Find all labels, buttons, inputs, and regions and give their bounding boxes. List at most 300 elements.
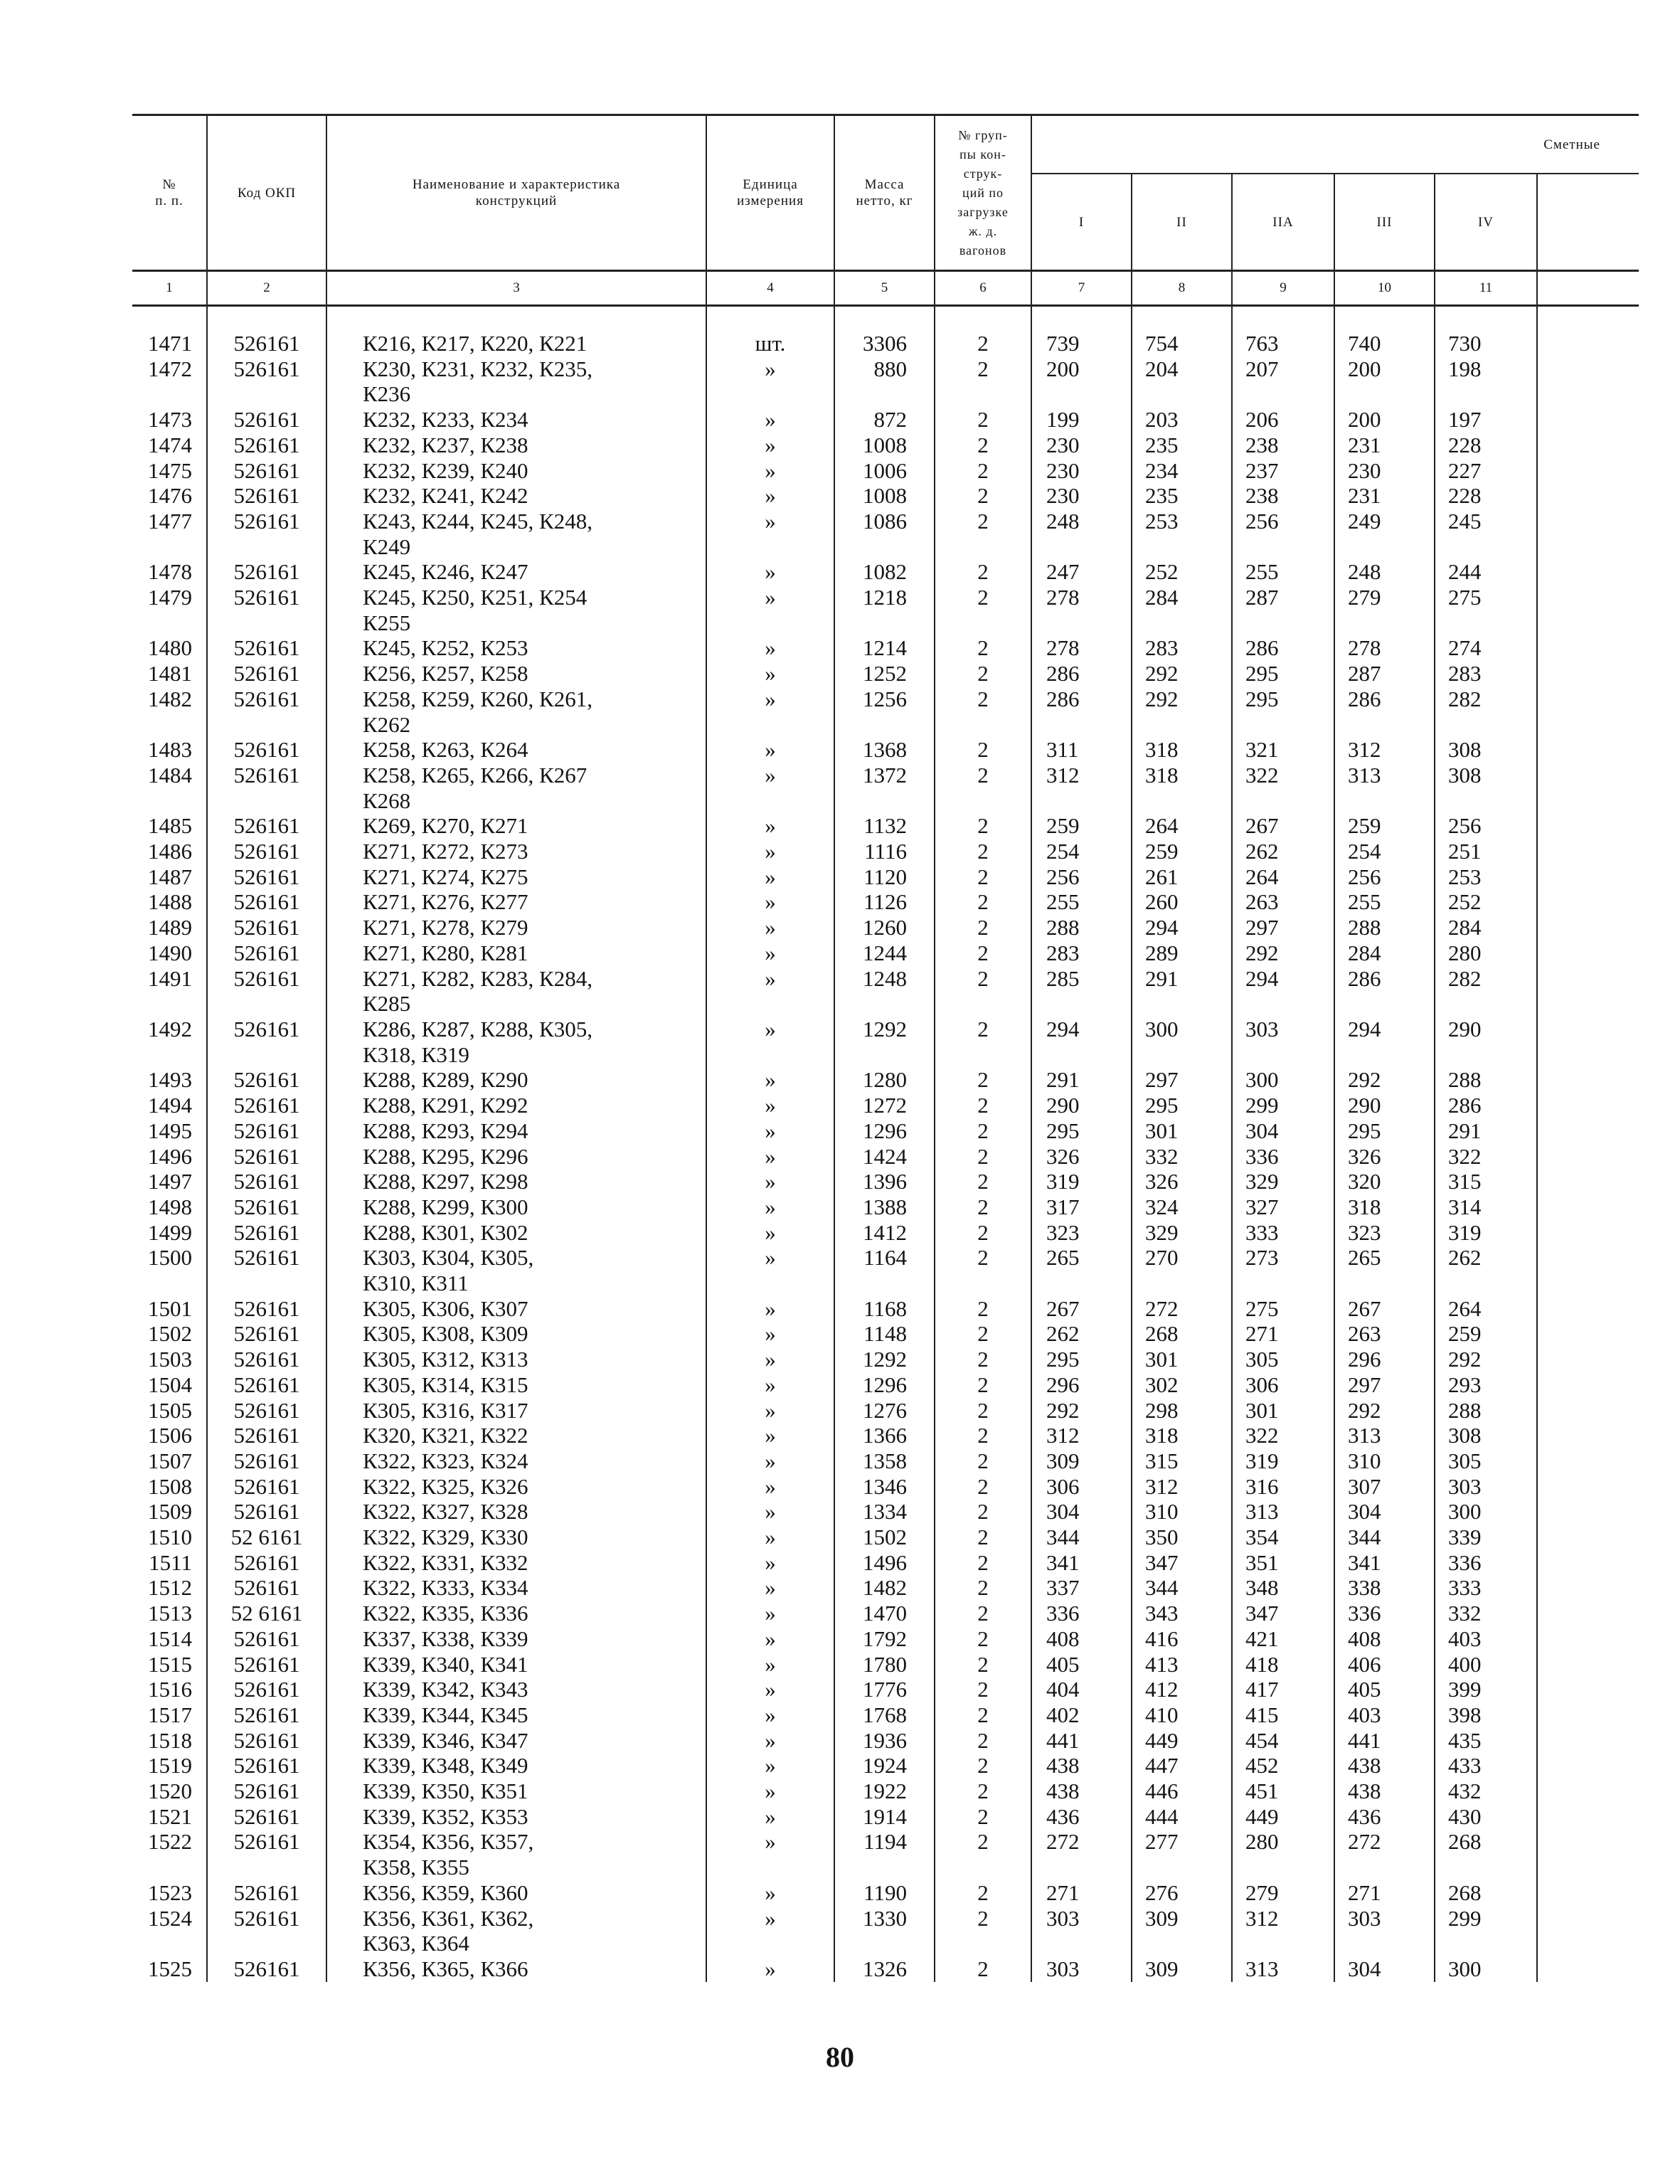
table-row: [132, 737, 1639, 763]
okp-code: 526161: [207, 433, 326, 458]
row-number: 1487: [148, 864, 192, 889]
net-mass: 1244: [834, 940, 935, 966]
table-row: [132, 1956, 1639, 1982]
construction-name: К271, К276, К277: [326, 889, 706, 915]
okp-code: 526161: [207, 635, 326, 661]
price-zone-2: 347: [1132, 1550, 1232, 1576]
price-zone-3: 297: [1334, 1372, 1435, 1398]
row-number: 1482: [148, 686, 192, 711]
row-number: 1506: [148, 1423, 192, 1448]
table-row: [132, 813, 1639, 839]
price-zone-4: 245: [1435, 509, 1537, 559]
okp-code: 526161: [207, 1245, 326, 1295]
price-zone-1: 247: [1031, 559, 1132, 585]
row-number: 1502: [148, 1321, 192, 1347]
price-zone-1: 317: [1031, 1194, 1132, 1220]
okp-code: 526161: [207, 1804, 326, 1830]
col-number: 10: [1334, 271, 1435, 306]
okp-code: 526161: [207, 1093, 326, 1118]
price-zone-1: 309: [1031, 1448, 1132, 1474]
header-group: № груп- пы кон- струк- ций по загрузке ж. д. вагонов: [935, 115, 1031, 271]
row-number: 1494: [148, 1093, 192, 1118]
price-zone-2: 312: [1132, 1474, 1232, 1500]
price-zone-3: 405: [1334, 1677, 1435, 1702]
price-zone-1: 285: [1031, 966, 1132, 1017]
loading-group: 2: [935, 864, 1031, 890]
price-zone-extra: [1537, 1245, 1639, 1295]
price-zone-4: 253: [1435, 864, 1537, 890]
price-zone-4: 399: [1435, 1677, 1537, 1702]
loading-group: 2: [935, 940, 1031, 966]
price-zone-1: 344: [1031, 1525, 1132, 1550]
price-zone-2: 416: [1132, 1626, 1232, 1652]
price-zone-1: 326: [1031, 1144, 1132, 1170]
table-row: [132, 1017, 1639, 1067]
price-zone-4: 244: [1435, 559, 1537, 585]
price-zone-1: 278: [1031, 585, 1132, 635]
price-zone-4: 274: [1435, 635, 1537, 661]
price-zone-1: 283: [1031, 940, 1132, 966]
price-zone-1: 254: [1031, 839, 1132, 864]
price-zone-2a: 333: [1232, 1220, 1334, 1246]
row-number: 1498: [148, 1194, 192, 1219]
price-zone-2a: 280: [1232, 1829, 1334, 1880]
price-zone-2: 350: [1132, 1525, 1232, 1550]
okp-code: 526161: [207, 1575, 326, 1601]
col-number: 8: [1132, 271, 1232, 306]
unit-of-measure: »: [706, 356, 834, 407]
okp-code: 526161: [207, 331, 326, 356]
loading-group: 2: [935, 1575, 1031, 1601]
price-zone-2a: 271: [1232, 1321, 1334, 1347]
loading-group: 2: [935, 1423, 1031, 1448]
construction-name: К322, К325, К326: [326, 1474, 706, 1500]
price-zone-3: 408: [1334, 1626, 1435, 1652]
price-zone-4: 251: [1435, 839, 1537, 864]
net-mass: 1482: [834, 1575, 935, 1601]
loading-group: 2: [935, 407, 1031, 433]
price-zone-3: 292: [1334, 1067, 1435, 1093]
price-zone-2: 234: [1132, 458, 1232, 484]
price-zone-3: 286: [1334, 966, 1435, 1017]
price-zone-2: 446: [1132, 1779, 1232, 1804]
price-zone-2a: 294: [1232, 966, 1334, 1017]
header-zone-2a: IIA: [1232, 174, 1334, 271]
price-zone-1: 295: [1031, 1347, 1132, 1372]
net-mass: 1280: [834, 1067, 935, 1093]
row-number: 1523: [148, 1880, 192, 1905]
net-mass: 1768: [834, 1702, 935, 1728]
row-number: 1515: [148, 1651, 192, 1677]
row-number: 1483: [148, 737, 192, 763]
loading-group: 2: [935, 1144, 1031, 1170]
price-zone-extra: [1537, 1093, 1639, 1118]
price-zone-4: 282: [1435, 687, 1537, 737]
net-mass: 1260: [834, 915, 935, 940]
unit-of-measure: »: [706, 1525, 834, 1550]
row-number: 1496: [148, 1143, 192, 1169]
price-zone-2: 449: [1132, 1728, 1232, 1754]
header-zone-extra: [1537, 174, 1639, 271]
price-zone-2: 302: [1132, 1372, 1232, 1398]
price-zone-3: 292: [1334, 1398, 1435, 1424]
loading-group: 2: [935, 483, 1031, 509]
price-zone-2a: 304: [1232, 1118, 1334, 1144]
unit-of-measure: »: [706, 1448, 834, 1474]
construction-name: К271, К272, К273: [326, 839, 706, 864]
price-zone-4: 268: [1435, 1880, 1537, 1906]
price-zone-4: 430: [1435, 1804, 1537, 1830]
price-zone-1: 405: [1031, 1652, 1132, 1677]
row-number: 1485: [148, 813, 192, 839]
loading-group: 2: [935, 839, 1031, 864]
price-zone-extra: [1537, 1728, 1639, 1754]
loading-group: 2: [935, 1169, 1031, 1194]
net-mass: 872: [834, 407, 935, 433]
price-zone-1: 265: [1031, 1245, 1132, 1295]
price-zone-3: 255: [1334, 889, 1435, 915]
col-number: 3: [326, 271, 706, 306]
price-zone-3: 438: [1334, 1779, 1435, 1804]
loading-group: 2: [935, 331, 1031, 356]
price-zone-2: 235: [1132, 433, 1232, 458]
unit-of-measure: »: [706, 1956, 834, 1982]
net-mass: 1116: [834, 839, 935, 864]
loading-group: 2: [935, 1956, 1031, 1982]
net-mass: 1292: [834, 1347, 935, 1372]
price-zone-1: 292: [1031, 1398, 1132, 1424]
price-zone-2a: 297: [1232, 915, 1334, 940]
price-zone-2: 318: [1132, 1423, 1232, 1448]
price-zone-2: 283: [1132, 635, 1232, 661]
price-zone-2: 318: [1132, 763, 1232, 813]
price-zone-1: 259: [1031, 813, 1132, 839]
net-mass: 1082: [834, 559, 935, 585]
price-zone-2a: 306: [1232, 1372, 1334, 1398]
price-zone-4: 268: [1435, 1829, 1537, 1880]
price-zone-1: 230: [1031, 433, 1132, 458]
price-zone-2a: 348: [1232, 1575, 1334, 1601]
price-zone-4: 264: [1435, 1296, 1537, 1322]
row-number: 1472: [148, 356, 192, 381]
unit-of-measure: »: [706, 1652, 834, 1677]
table-row: [132, 1296, 1639, 1322]
row-number: 1510: [148, 1525, 192, 1550]
construction-name: К339, К346, К347: [326, 1728, 706, 1754]
price-zone-2a: 417: [1232, 1677, 1334, 1702]
unit-of-measure: »: [706, 509, 834, 559]
okp-code: 526161: [207, 1880, 326, 1906]
price-zone-3: 740: [1334, 331, 1435, 356]
net-mass: 1366: [834, 1423, 935, 1448]
loading-group: 2: [935, 1601, 1031, 1626]
col-number: 7: [1031, 271, 1132, 306]
price-zone-2: 412: [1132, 1677, 1232, 1702]
price-zone-2: 268: [1132, 1321, 1232, 1347]
price-zone-3: 249: [1334, 509, 1435, 559]
unit-of-measure: »: [706, 458, 834, 484]
price-zone-extra: [1537, 407, 1639, 433]
table-row: [132, 1575, 1639, 1601]
price-zone-extra: [1537, 1753, 1639, 1779]
net-mass: 1256: [834, 687, 935, 737]
price-zone-4: 283: [1435, 661, 1537, 687]
unit-of-measure: »: [706, 1626, 834, 1652]
price-zone-2a: 206: [1232, 407, 1334, 433]
price-zone-extra: [1537, 433, 1639, 458]
price-zone-1: 262: [1031, 1321, 1132, 1347]
construction-name: К256, К257, К258: [326, 661, 706, 687]
price-zone-2: 310: [1132, 1499, 1232, 1525]
net-mass: 880: [834, 356, 935, 407]
table-row: [132, 687, 1639, 737]
table-row: [132, 1093, 1639, 1118]
row-number: 1488: [148, 889, 192, 915]
price-zone-3: 263: [1334, 1321, 1435, 1347]
price-zone-2a: 415: [1232, 1702, 1334, 1728]
price-zone-1: 286: [1031, 661, 1132, 687]
unit-of-measure: »: [706, 1321, 834, 1347]
construction-name: К305, К312, К313: [326, 1347, 706, 1372]
table-row: [132, 763, 1639, 813]
price-zone-3: 326: [1334, 1144, 1435, 1170]
construction-name: К356, К359, К360: [326, 1880, 706, 1906]
net-mass: 1120: [834, 864, 935, 890]
price-zone-1: 230: [1031, 483, 1132, 509]
net-mass: 1296: [834, 1118, 935, 1144]
price-zone-1: 288: [1031, 915, 1132, 940]
loading-group: 2: [935, 966, 1031, 1017]
price-zone-1: 312: [1031, 1423, 1132, 1448]
price-zone-2a: 287: [1232, 585, 1334, 635]
okp-code: 526161: [207, 483, 326, 509]
price-zone-3: 231: [1334, 483, 1435, 509]
price-zone-2a: 238: [1232, 433, 1334, 458]
construction-name: К322, К323, К324: [326, 1448, 706, 1474]
unit-of-measure: »: [706, 1702, 834, 1728]
net-mass: 1086: [834, 509, 935, 559]
construction-name: К322, К331, К332: [326, 1550, 706, 1576]
price-zone-2: 261: [1132, 864, 1232, 890]
price-zone-4: 299: [1435, 1906, 1537, 1956]
header-zone-2: II: [1132, 174, 1232, 271]
net-mass: 1388: [834, 1194, 935, 1220]
price-zone-extra: [1537, 1296, 1639, 1322]
price-zone-3: 441: [1334, 1728, 1435, 1754]
unit-of-measure: »: [706, 1550, 834, 1576]
unit-of-measure: »: [706, 1474, 834, 1500]
unit-of-measure: »: [706, 1296, 834, 1322]
price-zone-1: 312: [1031, 763, 1132, 813]
price-zone-extra: [1537, 331, 1639, 356]
price-zone-2: 260: [1132, 889, 1232, 915]
price-zone-1: 272: [1031, 1829, 1132, 1880]
loading-group: 2: [935, 889, 1031, 915]
price-zone-extra: [1537, 458, 1639, 484]
row-number: 1500: [148, 1245, 192, 1271]
price-zone-1: 248: [1031, 509, 1132, 559]
price-zone-1: 319: [1031, 1169, 1132, 1194]
price-zone-3: 438: [1334, 1753, 1435, 1779]
okp-code: 526161: [207, 1398, 326, 1424]
okp-code: 526161: [207, 1423, 326, 1448]
net-mass: 1496: [834, 1550, 935, 1576]
net-mass: 1334: [834, 1499, 935, 1525]
okp-code: 526161: [207, 1194, 326, 1220]
price-zone-3: 303: [1334, 1906, 1435, 1956]
price-zone-1: 278: [1031, 635, 1132, 661]
price-zone-2a: 275: [1232, 1296, 1334, 1322]
price-zone-extra: [1537, 1702, 1639, 1728]
price-zone-4: 730: [1435, 331, 1537, 356]
construction-name: К232, К233, К234: [326, 407, 706, 433]
price-zone-3: 265: [1334, 1245, 1435, 1295]
loading-group: 2: [935, 509, 1031, 559]
price-zone-1: 341: [1031, 1550, 1132, 1576]
loading-group: 2: [935, 1067, 1031, 1093]
construction-name: К232, К239, К240: [326, 458, 706, 484]
price-zone-4: 290: [1435, 1017, 1537, 1067]
construction-name: К339, К342, К343: [326, 1677, 706, 1702]
price-zone-4: 305: [1435, 1448, 1537, 1474]
price-zone-2: 270: [1132, 1245, 1232, 1295]
row-number: 1514: [148, 1626, 192, 1651]
price-zone-1: 291: [1031, 1067, 1132, 1093]
construction-name: К288, К301, К302: [326, 1220, 706, 1246]
construction-name: К305, К308, К309: [326, 1321, 706, 1347]
construction-name: К288, К293, К294: [326, 1118, 706, 1144]
construction-name: К356, К365, К366: [326, 1956, 706, 1982]
loading-group: 2: [935, 559, 1031, 585]
price-zone-2a: 336: [1232, 1144, 1334, 1170]
price-zone-3: 403: [1334, 1702, 1435, 1728]
price-zone-extra: [1537, 1474, 1639, 1500]
table-row: [132, 1525, 1639, 1550]
okp-code: 526161: [207, 1321, 326, 1347]
price-zone-4: 284: [1435, 915, 1537, 940]
price-zone-3: 248: [1334, 559, 1435, 585]
price-zone-2: 410: [1132, 1702, 1232, 1728]
price-zone-extra: [1537, 1220, 1639, 1246]
price-zone-extra: [1537, 1804, 1639, 1830]
price-zone-4: 293: [1435, 1372, 1537, 1398]
price-zone-2a: 322: [1232, 1423, 1334, 1448]
okp-code: 526161: [207, 889, 326, 915]
price-zone-3: 272: [1334, 1829, 1435, 1880]
loading-group: 2: [935, 1626, 1031, 1652]
price-zone-2a: 312: [1232, 1906, 1334, 1956]
construction-name: К354, К356, К357, К358, К355: [326, 1829, 706, 1880]
unit-of-measure: »: [706, 1169, 834, 1194]
loading-group: 2: [935, 1753, 1031, 1779]
price-zone-extra: [1537, 1372, 1639, 1398]
construction-name: К232, К237, К238: [326, 433, 706, 458]
row-number: 1518: [148, 1727, 192, 1753]
net-mass: 1780: [834, 1652, 935, 1677]
row-number: 1490: [148, 940, 192, 965]
net-mass: 1276: [834, 1398, 935, 1424]
row-number: 1486: [148, 839, 192, 864]
net-mass: 1272: [834, 1093, 935, 1118]
price-zone-1: 306: [1031, 1474, 1132, 1500]
construction-name: К271, К278, К279: [326, 915, 706, 940]
okp-code: 526161: [207, 1474, 326, 1500]
loading-group: 2: [935, 687, 1031, 737]
price-zone-2: 444: [1132, 1804, 1232, 1830]
price-zone-4: 339: [1435, 1525, 1537, 1550]
loading-group: 2: [935, 1347, 1031, 1372]
okp-code: 526161: [207, 940, 326, 966]
price-zone-extra: [1537, 635, 1639, 661]
price-zone-2a: 303: [1232, 1017, 1334, 1067]
price-zone-extra: [1537, 1448, 1639, 1474]
price-zone-4: 198: [1435, 356, 1537, 407]
loading-group: 2: [935, 1093, 1031, 1118]
table-row: [132, 1169, 1639, 1194]
price-zone-3: 271: [1334, 1880, 1435, 1906]
net-mass: 1132: [834, 813, 935, 839]
price-zone-2a: 267: [1232, 813, 1334, 839]
okp-code: 526161: [207, 966, 326, 1017]
okp-code: 526161: [207, 585, 326, 635]
okp-code: 52 6161: [207, 1525, 326, 1550]
unit-of-measure: »: [706, 687, 834, 737]
price-zone-extra: [1537, 940, 1639, 966]
price-zone-extra: [1537, 1067, 1639, 1093]
price-zone-extra: [1537, 1829, 1639, 1880]
price-zone-2: 284: [1132, 585, 1232, 635]
okp-code: 526161: [207, 1347, 326, 1372]
price-zone-2: 315: [1132, 1448, 1232, 1474]
net-mass: 1424: [834, 1144, 935, 1170]
net-mass: 1164: [834, 1245, 935, 1295]
construction-name: К232, К241, К242: [326, 483, 706, 509]
okp-code: 526161: [207, 1296, 326, 1322]
price-zone-extra: [1537, 1499, 1639, 1525]
price-zone-4: 291: [1435, 1118, 1537, 1144]
header-unit: Единица измерения: [706, 115, 834, 271]
price-zone-extra: [1537, 483, 1639, 509]
col-number: 2: [207, 271, 326, 306]
price-zone-4: 400: [1435, 1652, 1537, 1677]
table-row: [132, 1652, 1639, 1677]
price-zone-extra: [1537, 1321, 1639, 1347]
table-row: [132, 1194, 1639, 1220]
price-zone-3: 406: [1334, 1652, 1435, 1677]
row-number: 1493: [148, 1067, 192, 1093]
loading-group: 2: [935, 1398, 1031, 1424]
okp-code: 526161: [207, 1753, 326, 1779]
table-row: [132, 356, 1639, 407]
table-row: [132, 1702, 1639, 1728]
price-zone-3: 287: [1334, 661, 1435, 687]
row-number: 1489: [148, 915, 192, 940]
loading-group: 2: [935, 1220, 1031, 1246]
loading-group: 2: [935, 1245, 1031, 1295]
loading-group: 2: [935, 915, 1031, 940]
loading-group: 2: [935, 1448, 1031, 1474]
price-zone-2: 343: [1132, 1601, 1232, 1626]
col-number: 5: [834, 271, 935, 306]
price-zone-1: 739: [1031, 331, 1132, 356]
price-zone-2a: 305: [1232, 1347, 1334, 1372]
row-number: 1524: [148, 1905, 192, 1931]
net-mass: 1248: [834, 966, 935, 1017]
price-zone-2: 344: [1132, 1575, 1232, 1601]
table-row: [132, 1753, 1639, 1779]
price-zone-3: 200: [1334, 356, 1435, 407]
price-zone-2a: 327: [1232, 1194, 1334, 1220]
